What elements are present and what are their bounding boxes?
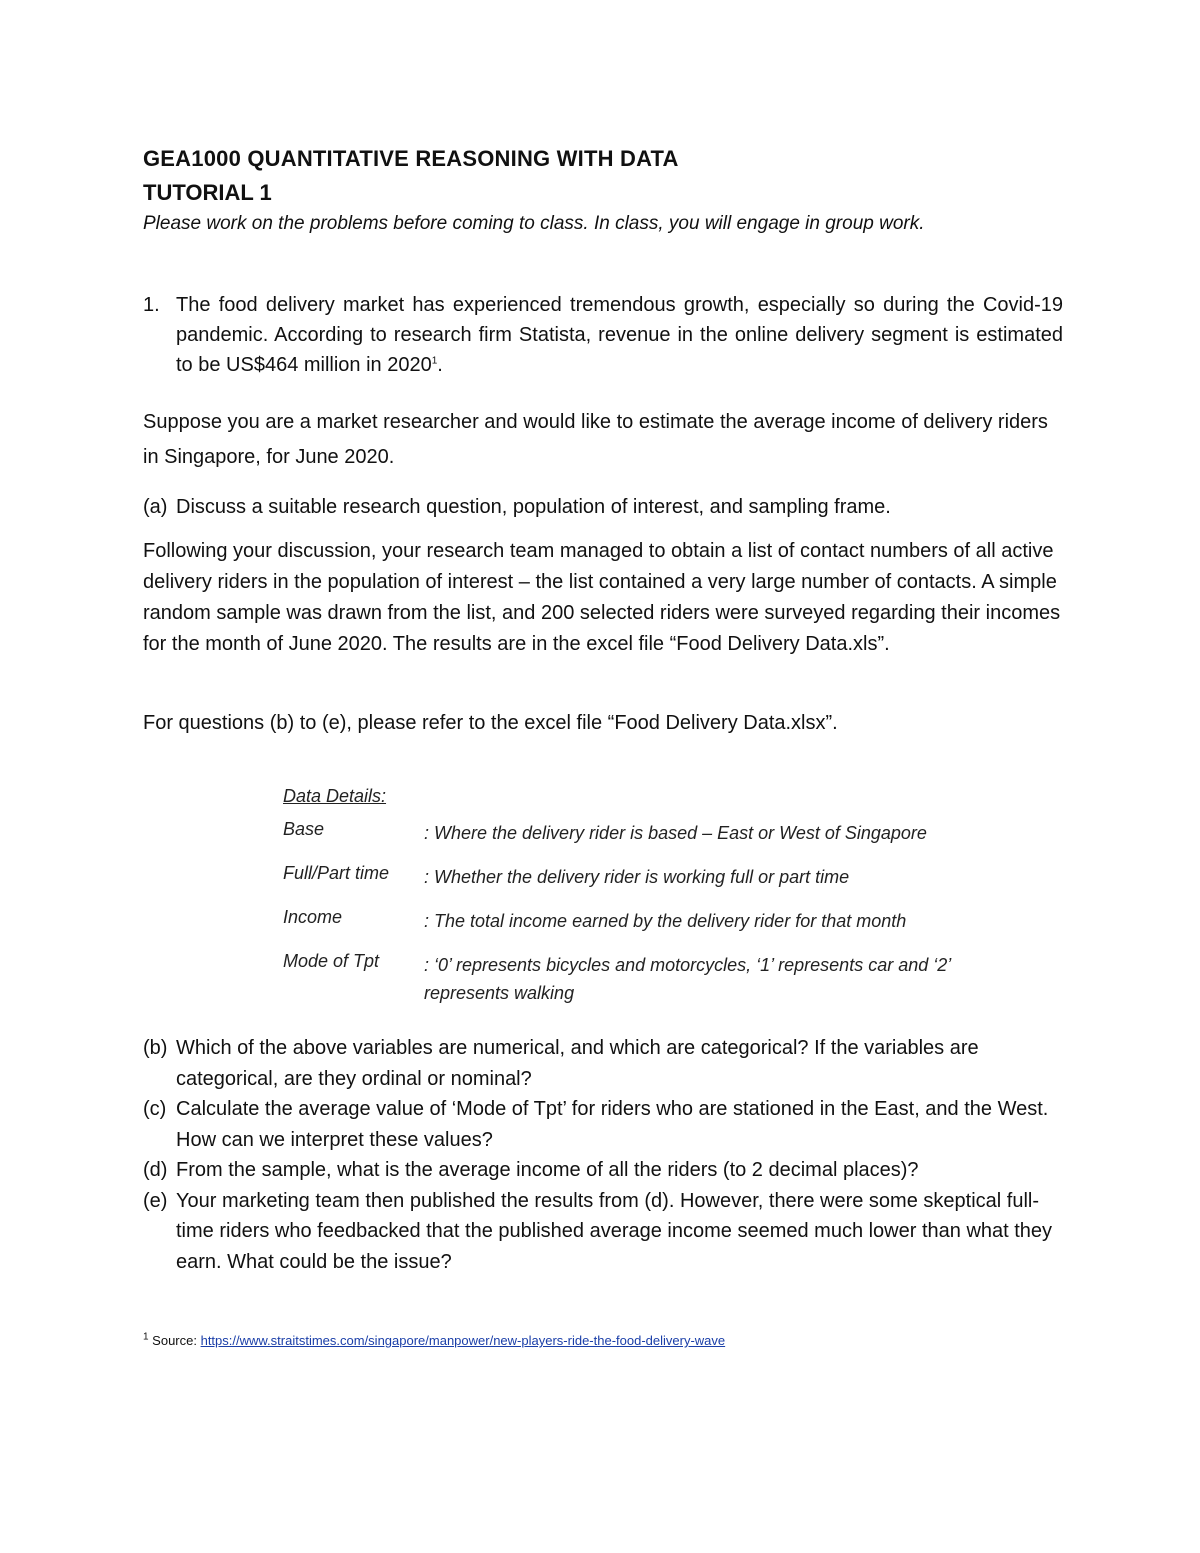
data-detail-value: : The total income earned by the delivery rider for that month — [424, 911, 907, 931]
sub-question-label: (c) — [143, 1098, 167, 1120]
data-detail-key: Income — [283, 907, 343, 927]
data-detail-value: : Whether the delivery rider is working full or part time — [424, 867, 850, 887]
footnote-marker: 1 — [143, 1331, 149, 1343]
data-detail-key: Full/Part time — [283, 863, 390, 883]
suppose-paragraph: Suppose you are a market researcher and would like to estimate the average income of delivery riders in Singapore, for June 2020. — [143, 411, 1048, 468]
data-detail-value: : ‘0’ represents bicycles and motorcycles, ‘1’ represents car and ‘2’ represents walking — [424, 955, 951, 1003]
sub-questions — [143, 1033, 1063, 1277]
document-title: GEA1000 QUANTITATIVE REASONING WITH DATA — [143, 146, 679, 171]
data-detail-value: : Where the delivery rider is based – East or West of Singapore — [424, 823, 927, 843]
sub-question-text: Your marketing team then published the results from (d). However, there were some skeptical full-time riders who feedbacked that the published average income seemed much lower than what they earn. What could be the issue? — [176, 1189, 1053, 1273]
part-a-label: (a) — [143, 496, 168, 518]
sub-question-text: Which of the above variables are numerical, and which are categorical? If the variables are categorical, are they ordinal or nominal? — [176, 1037, 979, 1090]
sub-question-label: (e) — [143, 1189, 168, 1212]
footnote-ref[interactable]: 1 — [431, 355, 438, 367]
sub-question-text: From the sample, what is the average income of all the riders (to 2 decimal places)? — [176, 1159, 919, 1181]
data-detail-row — [283, 863, 1003, 907]
sub-question-label: (b) — [143, 1037, 168, 1059]
source-link[interactable]: https://www.straitstimes.com/singapore/manpower/new-players-ride-the-food-delivery-wave — [200, 1333, 726, 1348]
data-detail-key: Base — [283, 819, 325, 839]
document-subtitle: TUTORIAL 1 — [143, 180, 272, 205]
sub-question-e — [143, 1186, 1063, 1278]
sub-question-b — [143, 1033, 1063, 1094]
part-a-text: Discuss a suitable research question, population of interest, and sampling frame. — [176, 496, 891, 518]
sub-question-label: (d) — [143, 1159, 168, 1181]
data-details — [283, 786, 1003, 1003]
sub-question-d — [143, 1155, 1063, 1186]
footnote — [143, 1333, 725, 1348]
question-1 — [143, 290, 1063, 380]
data-detail-row — [283, 951, 1003, 1003]
questions-reference: For questions (b) to (e), please refer to the excel file “Food Delivery Data.xlsx”. — [143, 712, 838, 734]
data-details-heading: Data Details: — [283, 786, 387, 806]
question-1-text: The food delivery market has experienced tremendous growth, especially so during the Covid-19 pandemic. According to research firm Statista, revenue in the online delivery segment is estimated to be US$464 million in 2020 — [176, 294, 1063, 376]
question-1-number: 1. — [143, 294, 160, 316]
sub-question-text: Calculate the average value of ‘Mode of Tpt’ for riders who are stationed in the East, and the West. How can we interpret these values? — [176, 1098, 1049, 1151]
question-1-body: The food delivery market has experienced tremendous growth, especially so during the Covid-19 pandemic. According to research firm Statista, revenue in the online delivery segment is estimated to be US$464 million in 2020$^1$. — [176, 294, 1063, 376]
footnote-prefix: Source: — [148, 1333, 201, 1348]
part-a — [143, 492, 1063, 523]
following-paragraph: Following your discussion, your research team managed to obtain a list of contact numbers of all active delivery riders in the population of interest – the list contained a very large number of contacts. A simple random sample was drawn from the list, and 200 selected riders were surveyed regarding their incomes for the month of June 2020. The results are in the excel file “Food Delivery Data.xls”. — [143, 540, 1061, 655]
intro-text: Please work on the problems before coming to class. In class, you will engage in group work. — [143, 213, 925, 234]
sub-question-c — [143, 1094, 1063, 1155]
data-detail-key: Mode of Tpt — [283, 951, 380, 971]
data-detail-row — [283, 907, 1003, 951]
data-detail-row — [283, 819, 1003, 863]
